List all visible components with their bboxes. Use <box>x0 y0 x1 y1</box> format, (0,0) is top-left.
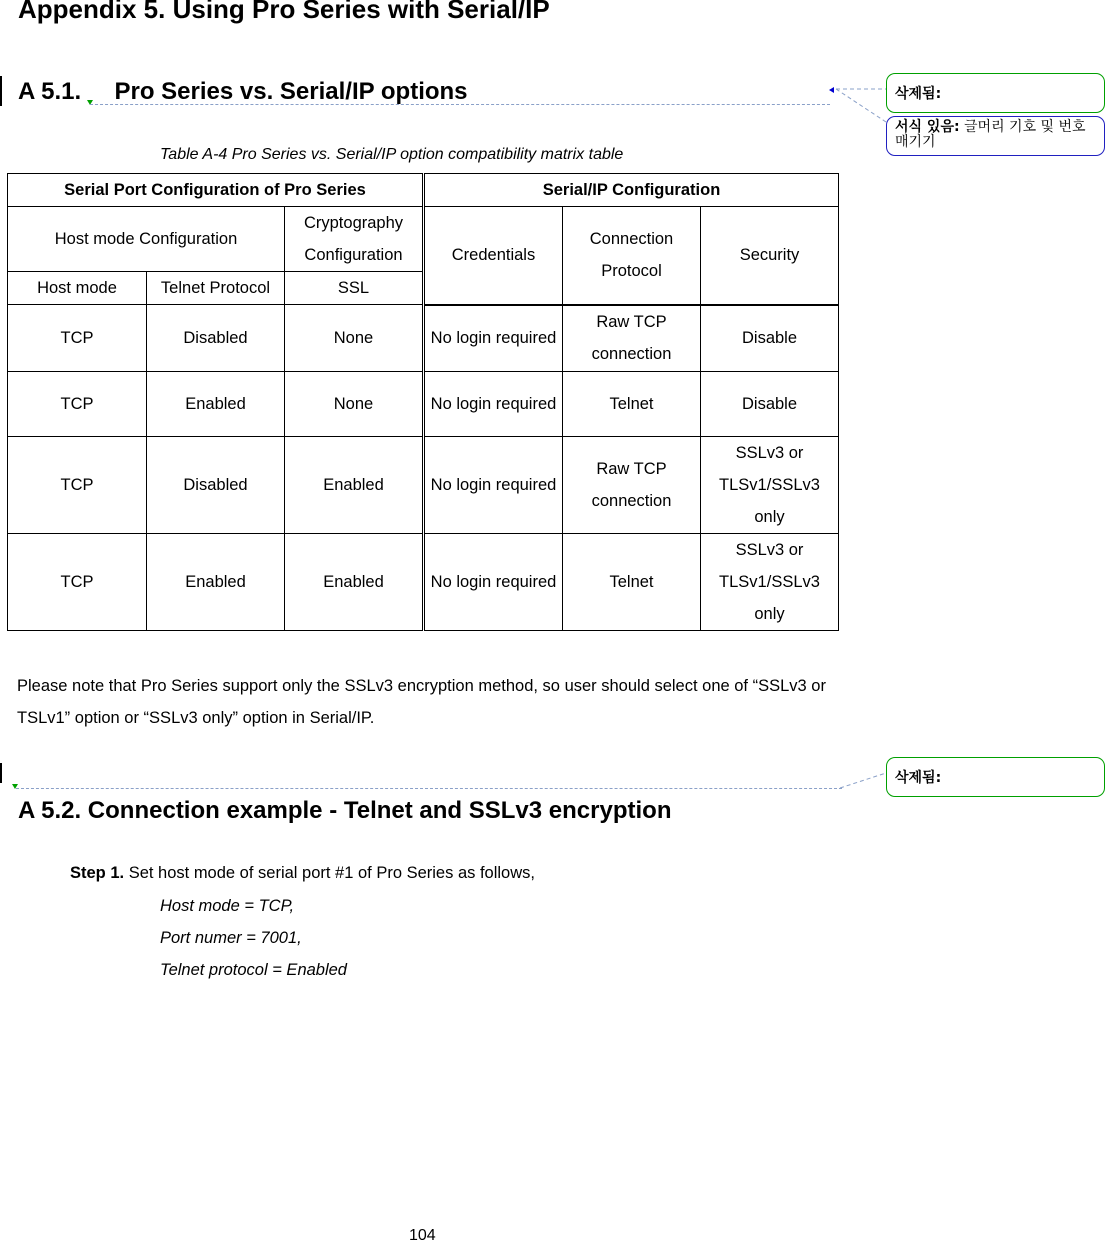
step-text: Set host mode of serial port #1 of Pro Series as follows, <box>124 864 535 882</box>
table-row <box>8 534 839 631</box>
cell-connection-protocol: Raw TCP connection <box>563 437 701 534</box>
step-detail-port-number: Port numer = 7001, <box>160 929 302 947</box>
cell-ssl: None <box>285 305 424 372</box>
cell-host-mode: TCP <box>8 534 147 631</box>
cell-telnet-protocol: Enabled <box>147 534 285 631</box>
cell-connection-protocol: Raw TCP connection <box>563 305 701 372</box>
step-detail-host-mode: Host mode = TCP, <box>160 897 295 915</box>
step-1 <box>70 864 535 883</box>
header-credentials: Credentials <box>424 207 563 305</box>
section-title: Pro Series vs. Serial/IP options <box>114 78 468 105</box>
revision-bar <box>0 76 2 106</box>
cell-credentials: No login required <box>424 372 563 437</box>
deleted-comment-balloon[interactable] <box>886 757 1105 797</box>
note-paragraph: Please note that Pro Series support only the SSLv3 encryption method, so user should select one of “SSLv3 or TSLv1” option or “SSLv3 only” option in Serial/IP. <box>17 677 826 727</box>
cell-host-mode: TCP <box>8 305 147 372</box>
section-number: A 5.1. <box>18 78 82 105</box>
formatted-text: 글머리 기호 및 번호 매기기 <box>895 119 1086 150</box>
page-heading: Appendix 5. Using Pro Series with Serial/IP <box>18 0 550 24</box>
cell-security: Disable <box>701 305 839 372</box>
deleted-comment-balloon[interactable] <box>886 73 1105 113</box>
group-header-serial-ip: Serial/IP Configuration <box>424 174 839 207</box>
cell-credentials: No login required <box>424 437 563 534</box>
comment-leader-line <box>90 104 830 105</box>
cell-host-mode: TCP <box>8 437 147 534</box>
group-header-pro-series: Serial Port Configuration of Pro Series <box>8 174 424 207</box>
cell-host-mode: TCP <box>8 372 147 437</box>
revision-bar <box>0 763 2 783</box>
cell-security: SSLv3 or TLSv1/SSLv3 only <box>701 534 839 631</box>
cell-ssl: Enabled <box>285 534 424 631</box>
cell-telnet-protocol: Enabled <box>147 372 285 437</box>
compatibility-matrix-table <box>7 173 839 631</box>
header-host-mode-config: Host mode Configuration <box>8 207 285 272</box>
header-crypto-config: Cryptography Configuration <box>285 207 424 272</box>
header-telnet-protocol: Telnet Protocol <box>147 272 285 305</box>
cell-security: SSLv3 or TLSv1/SSLv3 only <box>701 437 839 534</box>
header-host-mode: Host mode <box>8 272 147 305</box>
cell-telnet-protocol: Disabled <box>147 437 285 534</box>
header-security: Security <box>701 207 839 305</box>
balloon-connectors <box>830 80 890 792</box>
table-caption: Table A-4 Pro Series vs. Serial/IP option compatibility matrix table <box>160 146 624 163</box>
formatted-label: 서식 있음: <box>895 119 960 135</box>
page-number: 104 <box>409 1227 436 1244</box>
cell-credentials: No login required <box>424 305 563 372</box>
header-ssl: SSL <box>285 272 424 305</box>
header-connection-protocol: Connection Protocol <box>563 207 701 305</box>
formatted-comment-balloon[interactable] <box>886 116 1105 156</box>
cell-ssl: None <box>285 372 424 437</box>
comment-leader-line <box>16 788 842 789</box>
cell-security: Disable <box>701 372 839 437</box>
table-row <box>8 437 839 534</box>
cell-ssl: Enabled <box>285 437 424 534</box>
cell-connection-protocol: Telnet <box>563 372 701 437</box>
table-row <box>8 305 839 372</box>
cell-connection-protocol: Telnet <box>563 534 701 631</box>
table-row <box>8 372 839 437</box>
step-detail-telnet-protocol: Telnet protocol = Enabled <box>160 961 347 979</box>
cell-credentials: No login required <box>424 534 563 631</box>
section-a51-heading <box>18 78 468 106</box>
deleted-label: 삭제됨: <box>895 86 942 102</box>
deleted-label: 삭제됨: <box>895 770 942 786</box>
step-label: Step 1. <box>70 864 125 882</box>
cell-telnet-protocol: Disabled <box>147 305 285 372</box>
section-a52-heading: A 5.2. Connection example - Telnet and SSLv3 encryption <box>18 797 672 824</box>
